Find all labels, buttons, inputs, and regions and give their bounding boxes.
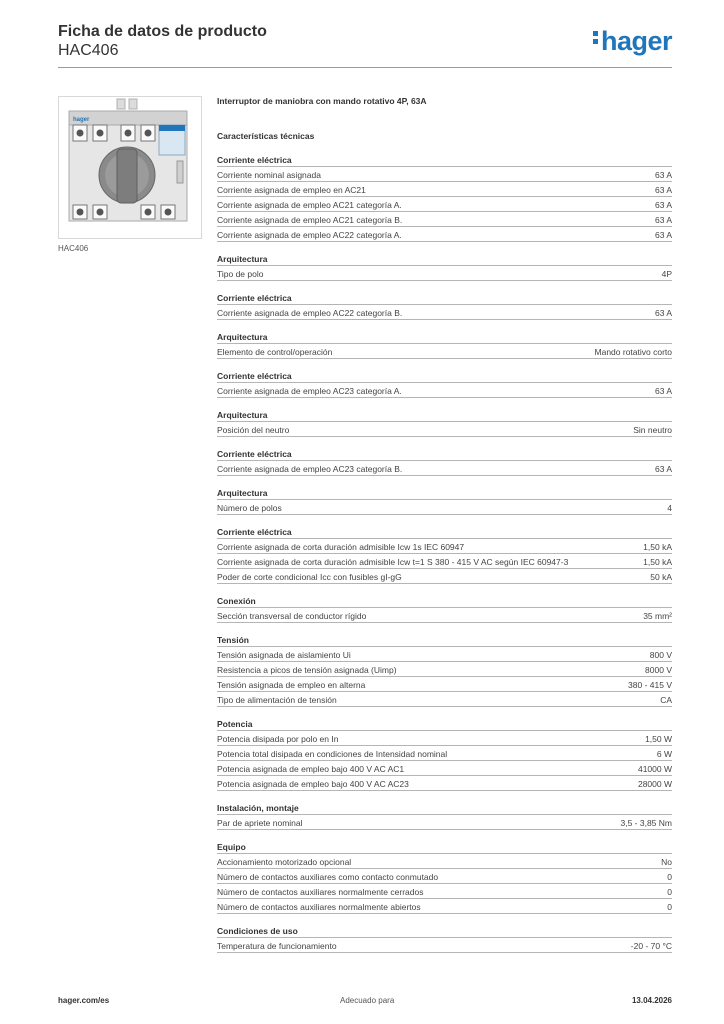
spec-section	[217, 291, 672, 320]
spec-value: -20 - 70 °C	[630, 940, 672, 951]
spec-row	[217, 227, 672, 242]
section-title: Instalación, montaje	[217, 801, 672, 815]
spec-value: 63 A	[654, 184, 672, 195]
spec-label: Potencia total disipada en condiciones de Intensidad nominal	[217, 748, 448, 759]
spec-value: 50 kA	[650, 571, 672, 582]
spec-value: 0	[667, 871, 672, 882]
spec-value: Mando rotativo corto	[594, 346, 672, 357]
spec-section	[217, 594, 672, 623]
spec-label: Elemento de control/operación	[217, 346, 333, 357]
spec-label: Corriente asignada de empleo AC22 categoría A.	[217, 229, 402, 240]
spec-row	[217, 305, 672, 320]
spec-section	[217, 840, 672, 914]
spec-label: Par de apriete nominal	[217, 817, 303, 828]
spec-section	[217, 369, 672, 398]
hager-logo	[593, 26, 672, 56]
spec-value: 63 A	[654, 169, 672, 180]
section-title: Condiciones de uso	[217, 924, 672, 938]
spec-section	[217, 801, 672, 830]
spec-value: 3,5 - 3,85 Nm	[620, 817, 672, 828]
spec-row	[217, 383, 672, 398]
spec-section	[217, 525, 672, 584]
spec-value: 6 W	[656, 748, 672, 759]
section-title: Corriente eléctrica	[217, 447, 672, 461]
spec-label: Corriente nominal asignada	[217, 169, 321, 180]
header-divider	[58, 67, 672, 68]
spec-row	[217, 422, 672, 437]
spec-label: Corriente asignada de corta duración admisible Icw t=1 S 380 - 415 V AC según IEC 60947-3	[217, 556, 569, 567]
section-title: Arquitectura	[217, 252, 672, 266]
spec-value: 63 A	[654, 214, 672, 225]
spec-label: Número de contactos auxiliares normalmente cerrados	[217, 886, 424, 897]
spec-label: Corriente asignada de empleo AC23 categoría B.	[217, 463, 403, 474]
spec-row	[217, 869, 672, 884]
spec-section	[217, 447, 672, 476]
spec-label: Potencia asignada de empleo bajo 400 V AC AC1	[217, 763, 405, 774]
section-title: Corriente eléctrica	[217, 369, 672, 383]
spec-label: Temperatura de funcionamiento	[217, 940, 337, 951]
spec-label: Tipo de alimentación de tensión	[217, 694, 337, 705]
section-title: Arquitectura	[217, 408, 672, 422]
product-code: HAC406	[58, 42, 119, 59]
spec-row	[217, 539, 672, 554]
spec-row	[217, 854, 672, 869]
spec-label: Número de contactos auxiliares normalmente abiertos	[217, 901, 421, 912]
spec-section	[217, 717, 672, 791]
spec-value: 4	[667, 502, 672, 513]
spec-value: 8000 V	[645, 664, 672, 675]
spec-label: Número de polos	[217, 502, 282, 513]
spec-label: Número de contactos auxiliares como contacto conmutado	[217, 871, 439, 882]
spec-value: 0	[667, 886, 672, 897]
spec-section	[217, 486, 672, 515]
spec-value: 1,50 kA	[643, 541, 672, 552]
spec-value: 1,50 kA	[643, 556, 672, 567]
section-title: Corriente eléctrica	[217, 153, 672, 167]
logo-colon-icon	[593, 28, 598, 47]
spec-value: 41000 W	[637, 763, 672, 774]
spec-row	[217, 647, 672, 662]
spec-label: Corriente asignada de empleo AC21 categoría A.	[217, 199, 402, 210]
spec-value: 63 A	[654, 385, 672, 396]
spec-label: Posición del neutro	[217, 424, 290, 435]
spec-sections	[217, 153, 672, 953]
spec-value: 1,50 W	[645, 733, 672, 744]
spec-value: No	[661, 856, 672, 867]
spec-label: Potencia disipada por polo en In	[217, 733, 339, 744]
spec-row	[217, 884, 672, 899]
spec-label: Corriente asignada de empleo en AC21	[217, 184, 366, 195]
spec-row	[217, 266, 672, 281]
spec-label: Poder de corte condicional Icc con fusibles gI-gG	[217, 571, 402, 582]
spec-row	[217, 761, 672, 776]
product-description: Interruptor de maniobra con mando rotativo 4P, 63A	[217, 96, 427, 106]
spec-row	[217, 608, 672, 623]
logo-text: hager	[600, 26, 672, 56]
spec-section	[217, 153, 672, 242]
spec-section	[217, 330, 672, 359]
spec-label: Sección transversal de conductor rígido	[217, 610, 367, 621]
document-title: Ficha de datos de producto	[58, 23, 267, 40]
spec-value: Sin neutro	[633, 424, 672, 435]
footer-middle: Adecuado para	[340, 996, 395, 1005]
specifications	[217, 94, 672, 953]
spec-value: 380 - 415 V	[628, 679, 672, 690]
section-title: Corriente eléctrica	[217, 525, 672, 539]
footer-site: hager.com/es	[58, 996, 110, 1005]
tech-characteristics-title: Características técnicas	[217, 131, 315, 141]
spec-row	[217, 776, 672, 791]
image-caption: HAC406	[58, 244, 89, 253]
spec-section	[217, 252, 672, 281]
spec-label: Corriente asignada de empleo AC21 categoría B.	[217, 214, 403, 225]
spec-row	[217, 344, 672, 359]
footer-date: 13.04.2026	[631, 996, 672, 1005]
spec-label: Tensión asignada de empleo en alterna	[217, 679, 366, 690]
spec-value: 63 A	[654, 463, 672, 474]
spec-row	[217, 500, 672, 515]
spec-value: 63 A	[654, 307, 672, 318]
spec-row	[217, 569, 672, 584]
spec-value: 28000 W	[637, 778, 672, 789]
section-title: Potencia	[217, 717, 672, 731]
spec-label: Tensión asignada de aislamiento Ui	[217, 649, 351, 660]
page-footer	[58, 996, 672, 1008]
section-title: Arquitectura	[217, 330, 672, 344]
spec-row	[217, 938, 672, 953]
spec-row	[217, 554, 672, 569]
spec-value: 63 A	[654, 199, 672, 210]
spec-label: Corriente asignada de empleo AC23 categoría A.	[217, 385, 402, 396]
spec-row	[217, 461, 672, 476]
section-title: Equipo	[217, 840, 672, 854]
spec-row	[217, 167, 672, 182]
spec-label: Corriente asignada de empleo AC22 categoría B.	[217, 307, 403, 318]
spec-row	[217, 731, 672, 746]
spec-row	[217, 197, 672, 212]
device-brand-label: hager	[73, 117, 90, 123]
spec-value: 4P	[661, 268, 672, 279]
spec-section	[217, 633, 672, 707]
rotary-switch-product-icon	[58, 96, 202, 239]
spec-row	[217, 815, 672, 830]
spec-row	[217, 182, 672, 197]
spec-value: 63 A	[654, 229, 672, 240]
spec-label: Resistencia a picos de tensión asignada (Uimp)	[217, 664, 397, 675]
spec-value: 800 V	[649, 649, 672, 660]
spec-value: 35 mm²	[643, 610, 672, 621]
spec-row	[217, 212, 672, 227]
section-title: Corriente eléctrica	[217, 291, 672, 305]
section-title: Conexión	[217, 594, 672, 608]
spec-row	[217, 899, 672, 914]
page-header	[58, 22, 672, 68]
spec-row	[217, 662, 672, 677]
spec-label: Tipo de polo	[217, 268, 264, 279]
spec-row	[217, 692, 672, 707]
spec-section	[217, 924, 672, 953]
spec-row	[217, 677, 672, 692]
spec-label: Accionamiento motorizado opcional	[217, 856, 352, 867]
spec-label: Potencia asignada de empleo bajo 400 V AC AC23	[217, 778, 409, 789]
spec-row	[217, 746, 672, 761]
spec-value: 0	[667, 901, 672, 912]
spec-value: CA	[660, 694, 672, 705]
section-title: Arquitectura	[217, 486, 672, 500]
spec-section	[217, 408, 672, 437]
section-title: Tensión	[217, 633, 672, 647]
spec-label: Corriente asignada de corta duración admisible Icw 1s IEC 60947	[217, 541, 465, 552]
